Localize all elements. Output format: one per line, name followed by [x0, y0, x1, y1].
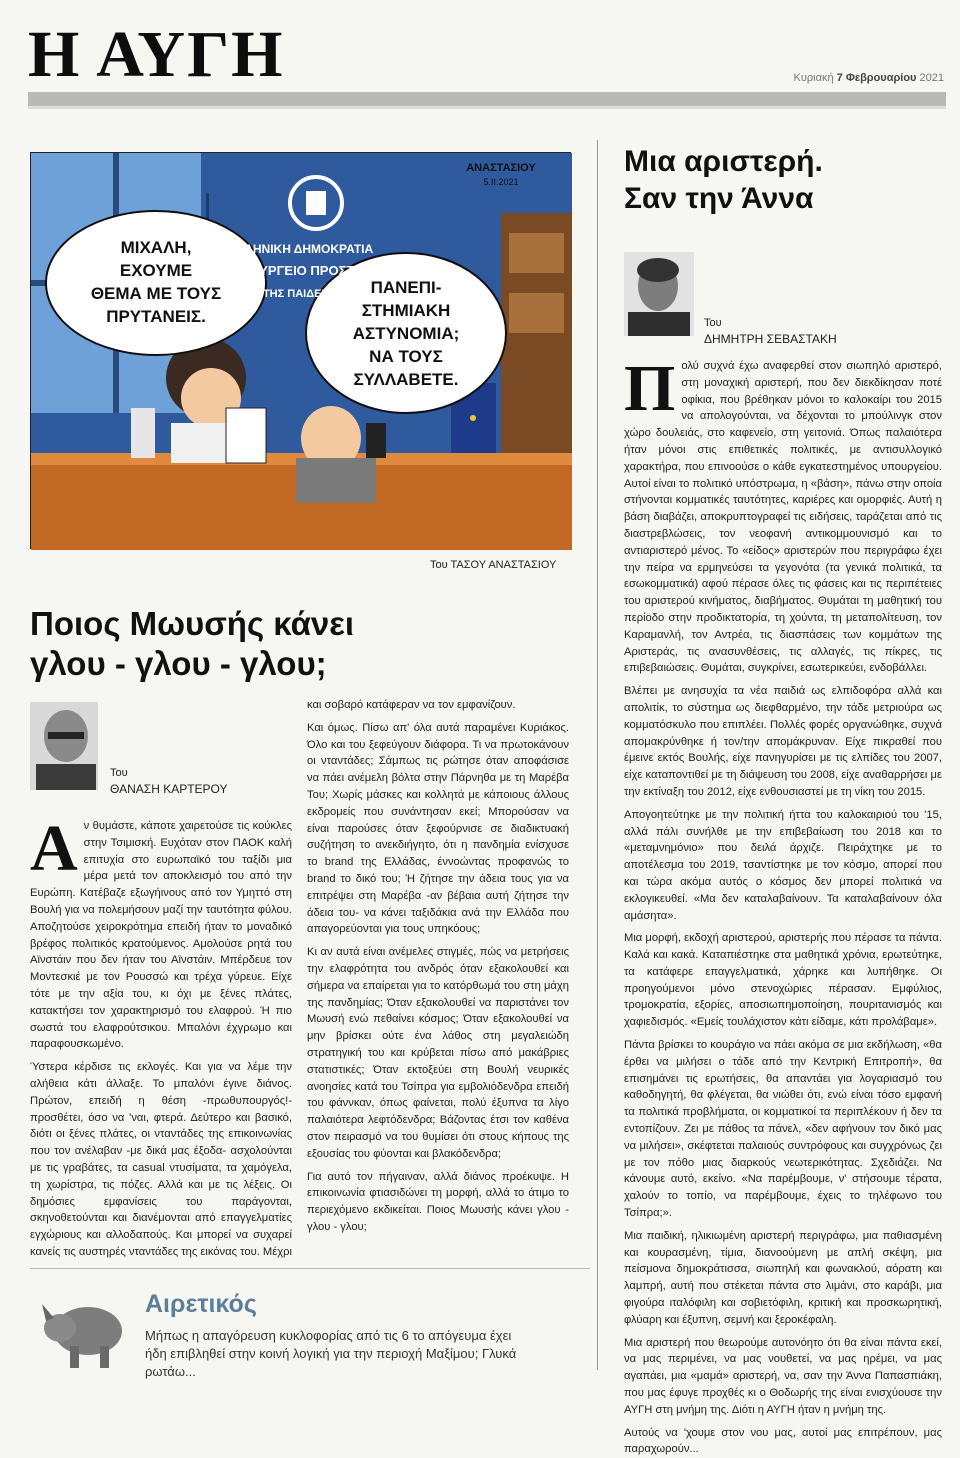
right-paragraph-3: Απογοητεύτηκε με την πολιτική ήττα του καλοκαιριού του '15, αλλά πάλι συνήλθε με την επιβεβαίωση του 2018 και το «μεταμνημόνιο» που δειλά άρχιζε. Πειράχτηκε με το αποτέλεσμα του 2019, τσαντίστηκε με τον κόσμο, απορεί που και τώρα ακόμα αυτός ο κόσμος δεν μπορεί πολιτικά να εκλογικευθεί. «Μα δεν καταλαβαίνουν. Τα καταλαβαίνουν όλα αμάσητα».	[624, 808, 942, 922]
bubble-right-line-4: ΝΑ ΤΟΥΣ	[369, 347, 443, 366]
author-photo-karteros	[30, 702, 98, 790]
cartoon-credit	[430, 559, 556, 571]
left-column-2	[307, 697, 569, 1253]
bubble-left-line-4: ΠΡΥΤΑΝΕΙΣ.	[106, 307, 206, 326]
masthead-title: Η ΑΥΓΗ	[28, 18, 285, 91]
sidebar-rule	[30, 1268, 590, 1269]
wall-line-2: ΥΠΟΥΡΓΕΙΟ ΠΡΟΣΤΑΣ	[231, 263, 371, 278]
cartoon	[30, 152, 571, 549]
right-paragraph-5: Πάντα βρίσκει το κουράγιο να πάει ακόμα σε μια εκδήλωση, «θα έρθει να μιλήσει ο τάδε από την Κεντρική Επιτροπή», θα επισημάνει τις ερωτήσεις, θα απαντάει για λογαριασμό του καθοδηγητή, θα φλέγεται, θα νιώθει ότι, ενώ είναι τόσο εμφανή τα πολιτικά προβλήματα, οι κομματικοί τα περιπλέκουν ή δεν τα εντοπίζουν. Ζει με πάθος τα πάνελ, «δεν αφήνουν τον δικό μας να μιλήσει», σκέφτεται παλαιούς συντρόφους και συγχρόνως ζει με τον πόθο μιας διαρκούς νεωτερικότητας. Σχεδιάζει. Να κάνουμε αυτό, εκείνο. «Να παρέμβουμε, ν' στήσουμε τέρατα, χαλούν το τοπίο, να παρέμβουμε, έχεις το τηλέφωνο του Τσίπρα;».	[624, 1039, 942, 1220]
author-photo-sevastakis	[624, 252, 694, 336]
rhino-icon	[40, 1276, 130, 1376]
left-col1-paragraph-2: Ύστερα κέρδισε τις εκλογές. Και για να λέμε την αλήθεια κάτι άλλαξε. Το μπαλόνι έγινε διάνος. Πρώτον, επειδή η θέση -πρωθυπουργός!- προσθέτει, όσο να 'ναι, φτερά. Δεύτερο και βασικό, διότι οι ξένες πλάτες, οι νταντάδες της επικοινωνίας που τον ανέλαβαν -με δικά μας έξοδα- ασχολούνται με τις γραβάτες, τα casual ντυσίματα, τα χαμόγελα, τη χωρίστρα, τις πόζες. Αλλά και με τις λέξεις. Οι δημόσιες εμφανίσεις του παράγονται, σκηνοθετούνται και διανέμονται από επαγγελματίες εγχώριους και αλλοδαπούς. Και μπορεί να συχαρεί κανείς τις αυστηρές νταντάδες της εικόνας του. Μέχρι	[30, 1061, 292, 1258]
right-byline	[704, 316, 837, 347]
cartoon-sign-date: 5.II.2021	[483, 177, 519, 187]
right-paragraph-2: Βλέπει με ανησυχία τα νέα παιδιά ως ελπιδοφόρα αλλά και απολιτίκ, το σύστημα ως διεφθαρμένο, την τάδε μετριούρα ως κομματόσκυλο που επιπλέει. Πολλές φορές οργανώθηκε, συχνά απομακρύνθηκε ή τον/την απομάκρυναν. Είχε πικραθεί που έμεινε εκτός Βουλής, είχε πανηγυρίσει με τις ελπίδες του 2007, είχε καταποντιθεί με τη διάψευση του 2008, είχε αναθαρρήσει με την εκτίναξη του 2012, είχε ενθουσιαστεί με τη νίκη του 2015.	[624, 685, 942, 798]
left-dropcap: Α	[30, 812, 78, 885]
left-byline-name: ΘΑΝΑΣΗ ΚΑΡΤΕΡΟΥ	[110, 781, 228, 796]
bubble-left-line-1: ΜΙΧΑΛΗ,	[120, 238, 192, 257]
cartoon-credit-prefix: Του	[430, 559, 448, 571]
date-day: Κυριακή	[793, 72, 834, 84]
left-col2-paragraph-4: Για αυτό τον πήγαιναν, αλλά διάνος προέκυψε. Η επικοινωνία φτιασιδώνει τη μορφή, αλλά το άτιμο το περιεχόμενο εκδικείται. Ποιος Μωυσής κάνει γλου - γλου - γλου;	[307, 1170, 569, 1233]
cartoon-signature: ΑΝΑΣΤΑΣΙΟΥ	[466, 162, 536, 174]
right-byline-name: ΔΗΜΗΤΡΗ ΣΕΒΑΣΤΑΚΗ	[704, 331, 837, 346]
header-bar-shadow	[28, 106, 946, 109]
left-byline	[110, 766, 228, 797]
wall-line-3: ΤΗΣ ΠΑΙΔΕΙΑΣ	[262, 288, 340, 300]
right-headline-line-2: Σαν την Άννα	[624, 181, 814, 215]
date-year: 2021	[919, 72, 944, 84]
column-divider	[597, 140, 598, 1370]
left-col2-paragraph-1: και σοβαρό κατάφεραν να τον εμφανίζουν.	[307, 699, 516, 711]
dateline	[794, 72, 944, 84]
right-headline-line-1: Μια αριστερή.	[624, 145, 823, 178]
bubble-right-line-5: ΣΥΛΛΑΒΕΤΕ.	[353, 370, 459, 389]
wall-line-1: ΕΛΛΗΝΙΚΗ ΔΗΜΟΚΡΑΤΙΑ	[228, 242, 374, 256]
right-paragraph-8: Αυτούς να 'χουμε στον νου μας, αυτοί μας επιτρέπουν, μας παραχωρούν...	[624, 1426, 942, 1456]
right-paragraph-1: ολύ συχνά έχω αναφερθεί στον σιωπηλό αριστερό, στη μοναχική αριστερή, που δεν διεκδίκησαν ποτέ οφίκια, που βρέθηκαν μόνοι το καλοκαίρι του 2015 να απολογούνται, να δέχονται το μπούλινγκ στον χώρο δουλειάς, στο καφενείο, στη γειτονιά. Όπως παλαιότερα ήταν μόνοι στις επιθετικές πολιτικές, με αντισυλλογικό χαρακτήρα, που επινοούσε ο κάθε εγκατεστημένος υπουργείου. Αυτοί είναι το πολιτικό υπόστρωμα, η «βάση», πάνω στην οποία στήνονται κομματικές ταυτότητες, καριέρες και ομορφιές. Αυτή η βάση διαβάζει, αποκρυπτογραφεί τις ειδήσεις, ταράζεται από τις διαστρεβλώσεις, τον νεοφανή αντικομμουνισμό και το αντιαριστερό μένος. Το «είδος» αριστερών που περιγράφω έχει την πείρα να ερμηνεύσει τα γεγονότα (τα γενικά πολιτικά, τα εσωκομματικά) αφού πέρασε όλες τις φάσεις και τις περιπέτειες του αριστερού κινήματος, διαβήματος. Θυμάται τη μαθητική του περίοδο στην προδικτατορία, τη χούντα, τη μεταπολίτευση, τον Καραμανλή, τον Αντρέα, τις διασπάσεις των κομμάτων της Αριστεράς, τις ανασυνθέσεις, τις αλλαγές, τις πίκρες, τις επιβεβαιώσεις. Θυμάται, συγκρίνει, εσωτερικεύει, ενδοβάλλει.	[624, 360, 942, 675]
header-bar	[28, 92, 946, 106]
left-headline-line-1: Ποιος Μωυσής κάνει	[30, 605, 355, 642]
sidebar-title: Αιρετικός	[145, 1290, 257, 1318]
bubble-right-line-3: ΑΣΤΥΝΟΜΙΑ;	[352, 324, 460, 343]
left-headline-line-2: γλου - γλου - γλου;	[30, 645, 327, 683]
sidebar-text: Μήπως η απαγόρευση κυκλοφορίας από τις 6 το απόγευμα έχει ήδη επιβληθεί στην κοινή λογική για την περιοχή Μαξίμου; Γλυκά ρωτάω...	[145, 1328, 517, 1380]
cartoon-bubble-left	[46, 211, 266, 355]
left-col2-paragraph-3: Κι αν αυτά είναι ανέμελες στιγμές, πώς να μετρήσεις την ελαφρότητα του ανδρός όταν εξακολουθεί και σήμερα να επαίρεται για το κατόρθωμά του στη μάχη της πανδημίας; Όταν εξακολουθεί να παριστάνει τον Μωυσή ενώ πεθαίνει κόσμος; Όταν εξακολουθεί να μην βρίσκει ούτε ένα λάθος στη μεγαλειώδη στρατηγική του και κρύβεται πίσω από μακάβριες στατιστικές; Όταν εκτοξεύει στη Βουλή νευρικές ανοησίες κατά του Τσίπρα για εμβολιόδενδρα επειδή του φάννκαν, όπως φαίνεται, πολύ έξυπνα τα λίγο παλαιότερα λεφτόδενδρα; Βάζοντας έτσι τον καθένα στον πειρασμό να του θυμίσει ότι στους κήπους της εξουσίας του φύονται και βλακόδενδρα;	[307, 946, 569, 1160]
bubble-right-line-1: ΠΑΝΕΠΙ-	[370, 278, 442, 297]
left-byline-prefix: Του	[110, 767, 128, 779]
right-paragraph-6: Μια παιδική, ηλικιωμένη αριστερή περιγράφω, μια παθιασμένη και κουρασμένη, τίμια, διανοούμενη με απλή σκέψη, μια πείσμονα δημοκράτισσα, σιωπηλή και φωνακλού, αόρατη και λαμπρή, αυτή που στέκεται πάντα στο λιμάνι, στο καράβι, μια φιγούρα ιταλόφιλη και σοβιετόφιλη, κριτική και προσκωρητική, φλύαρη και έξυπνη, σεμνή και ξεροκέφαλη.	[624, 1229, 942, 1326]
right-dropcap: Π	[624, 352, 676, 425]
right-headline	[624, 144, 944, 217]
left-column-1	[30, 812, 292, 1258]
left-headline	[30, 604, 450, 685]
left-col1-paragraph-1: ν θυμάστε, κάποτε χαιρετούσε τις κούκλες στην Τσιμισκή. Ευχόταν στον ΠΑΟΚ καλή επιτυχία στο ευρωπαϊκό του ταξίδι μια μέρα μετά τον αποκλεισμό του από την Ευρώπη. Κατέβαζε εξωγήινους από τον Υμηττό στη Βουλή για να πολεμήσουν μαζί την ταυτότητα φύλου. Αποζητούσε χειροκρότημα επειδή ήταν το μοναδικό βρέφος πολιτικός κρατούμενος. Αμολούσε ρητά του Αϊνστάιν που δεν ήταν του Αϊνστάιν. Μπέρδευε τον Μοντεσκιέ με τον Ρουσσώ και τρέχα γύρευε. Είχε τότε με την αξία του, κι όχι με ξένες πλάτες, κατακτήσει τον χαρακτηρισμό του ελαφρού. Ή πιο σωστά του ελαφρούτσικου. Μπαλόνι έχγρωμο και παραφουσκωμένο.	[30, 820, 292, 1051]
right-paragraph-4: Μια μορφή, εκδοχή αριστερού, αριστερής που πέρασε τα πάντα. Καλά και κακά. Καταπιέστηκε στα μαθητικά χρόνια, ερωτεύτηκε, τα κατάφερε επαγγελματικά, χάρηκε και λυπήθηκε. Οι προηγούμενοι μόνο στενοχώριες πέρασαν. Εμφύλιος, τρομοκρατία, εξορίες, αποσιωπημοποίηση, πουριτανισμός και χαφιεδισμός. «Εμείς τουλάχιστον κάτι είδαμε, κάτι προλάβαμε».	[624, 932, 943, 1029]
right-paragraph-7: Μια αριστερή που θεωρούμε αυτονόητο ότι θα είναι πάντα εκεί, να μας περιμένει, να μας νουθετεί, να μας ηρέμει, να μας αγαπάει, μια «μαμά» αριστερή, να, σαν την Άννα Παπασπιάκη, που μας έφυγε προχθές κι ο Θοδωρής της είναι ενισχύουσε την ΑΥΓΗ στη μνήμη της. Διότι η ΑΥΓΗ ήταν η μνήμη της.	[624, 1336, 942, 1416]
right-column	[624, 352, 943, 1456]
bubble-right-line-2: ΣΤΗΜΙΑΚΗ	[361, 301, 451, 320]
left-col2-paragraph-2: Και όμως. Πίσω απ' όλα αυτά παραμένει Κυριάκος. Όλο και του ξεφεύγουν διάφορα. Τι να πρωτοκάνουν οι νταντάδες; Σάμπως τις ρώτησε όταν αποφάσισε να πάει ανέμελη βόλτα στην Πάρνηθα με τη Μαρέβα Του; Χωρίς μάσκες και κολλητά με κάποιους άλλους εκδρομείς που συνάντησαν εκεί; Μπορούσαν να είναι παρούσες όταν ξεφούρνισε σε διαδικτυακή συζήτηση το ανεκδιήγητο, ότι η πανδημία ενίσχυσε το brand της Ελλάδας, έννοώντας προφανώς το brand το δικό του; Ή ζήτησε την άδεια τους για να επιτρέψει στη Μαρέβα -αν βέβαια αυτή ζήτησε την άδεια του- να κάνει ταξιδάκια ανά την Ελλάδα που απαγορεύονται για τους υπηκόους;	[307, 721, 569, 936]
right-byline-prefix: Του	[704, 317, 722, 329]
bubble-left-line-3: ΘΕΜΑ ΜΕ ΤΟΥΣ	[90, 284, 222, 303]
bubble-left-line-2: ΕΧΟΥΜΕ	[119, 261, 193, 280]
cartoon-credit-name: ΤΑΣΟΥ ΑΝΑΣΤΑΣΙΟΥ	[450, 559, 557, 571]
date-main: 7 Φεβρουαρίου	[836, 72, 917, 84]
